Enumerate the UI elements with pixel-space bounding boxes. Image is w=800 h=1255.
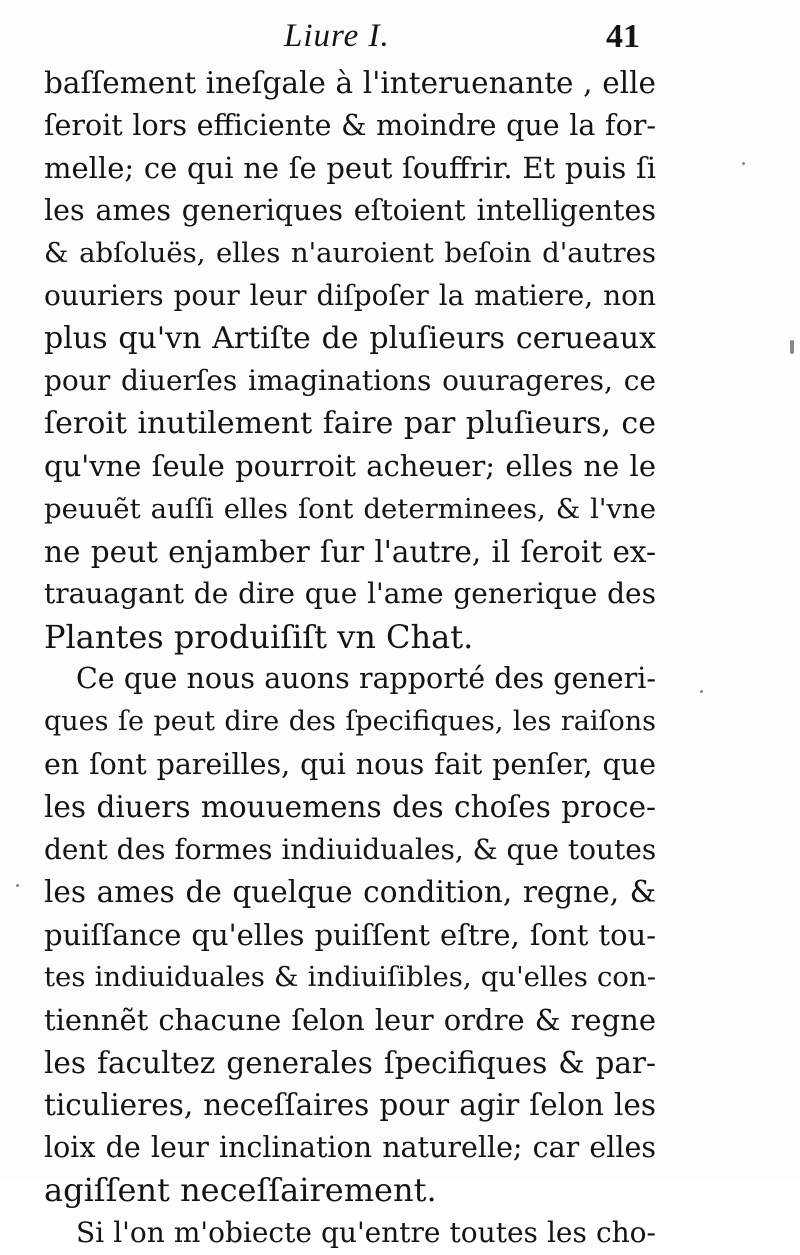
ink-speck [742, 162, 745, 165]
text-line: tiennẽt chacune ſelon leur ordre & regne [44, 1003, 656, 1038]
text-line: les ames de quelque condition, regne, & [44, 875, 656, 910]
text-line: peuuẽt auſſi elles ſont determinees, & l'vne [44, 492, 656, 525]
text-line: plus qu'vn Artiſte de pluſieurs cerueaux [44, 320, 656, 356]
text-line: ne peut enjamber ſur l'autre, il ſeroit ex- [44, 534, 656, 569]
page-header [0, 16, 800, 64]
text-line: les facultez generales ſpecifiques & par- [44, 1045, 656, 1080]
ink-speck [700, 690, 703, 693]
paragraph-start-line: Ce que nous auons rapporté des generi- [76, 662, 656, 696]
text-line: les ames generiques eſtoient intelligentes [44, 193, 656, 227]
text-line: qu'vne ſeule pourroit acheuer; elles ne le [44, 449, 656, 484]
text-line: les diuers mouuemens des choſes proce- [44, 790, 656, 825]
ink-speck [790, 340, 794, 354]
text-line: puiſſance qu'elles puiſſent eſtre, ſont tou- [44, 917, 656, 952]
text-line: pour diuerſes imaginations ouurageres, ce [44, 364, 656, 398]
text-line: melle; ce qui ne ſe peut ſouffrir. Et puis ſi [44, 151, 656, 186]
text-line: loix de leur inclination naturelle; car elles [44, 1130, 656, 1164]
body-text [44, 62, 656, 1255]
ink-speck [16, 884, 19, 887]
paragraph-start-line: Si l'on m'obiecte qu'entre toutes les cho- [76, 1216, 656, 1250]
text-line: & abſoluës, elles n'auroient beſoin d'autres [44, 237, 656, 270]
text-line: ſeroit inutilement faire par pluſieurs, ce [44, 405, 656, 441]
paragraph-end-line: agiſſent neceſſairement. [44, 1171, 437, 1210]
text-line: tes indiuiduales & indiuiſibles, qu'elles con- [44, 961, 656, 994]
text-line: trauagant de dire que l'ame generique des [44, 577, 656, 611]
text-line: en ſont pareilles, qui nous fait penſer, que [44, 747, 656, 781]
text-line: ques ſe peut dire des ſpecifiques, les raiſons [44, 705, 656, 737]
running-title: Liure I. [284, 18, 390, 54]
page-number: 41 [606, 18, 640, 55]
paragraph-end-line: Plantes produiſiſt vn Chat. [44, 617, 474, 656]
text-line: ſeroit lors efficiente & moindre que la for- [44, 108, 656, 142]
text-line: ouuriers pour leur diſpoſer la matiere, non [44, 278, 656, 312]
text-line: dent des formes indiuiduales, & que toutes [44, 832, 657, 866]
text-line: ticulieres, neceſſaires pour agir ſelon les [44, 1088, 656, 1123]
text-line: baſſement ineſgale à l'interuenante , elle [44, 66, 656, 100]
